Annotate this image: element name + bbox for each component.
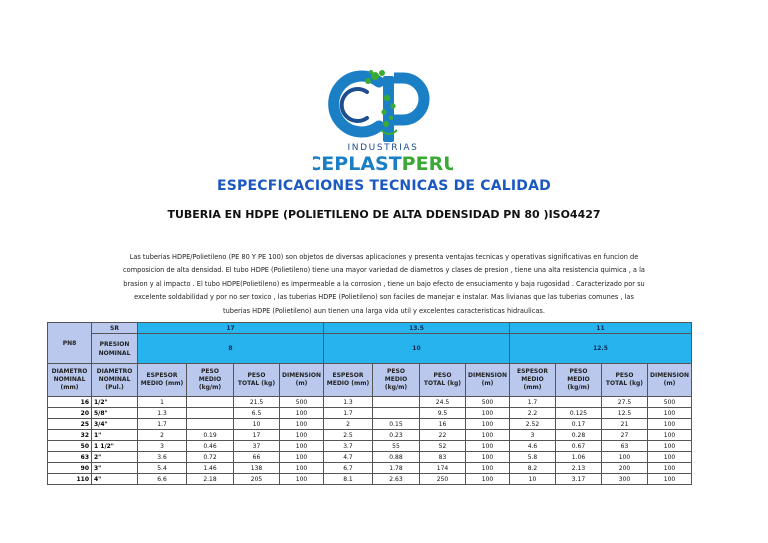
peso-total-header: PESO TOTAL (kg)	[419, 364, 465, 397]
dimension-cell: 500	[465, 397, 509, 408]
peso-total-cell: 66	[234, 452, 280, 463]
peso-total-cell: 24.5	[419, 397, 465, 408]
peso-total-cell: 17	[234, 430, 280, 441]
dimension-cell: 100	[280, 419, 324, 430]
peso-total-cell: 16	[419, 419, 465, 430]
peso-medio-cell: 2.63	[372, 474, 419, 485]
espesor-cell: 2.5	[323, 430, 372, 441]
peso-total-header: PESO TOTAL (kg)	[601, 364, 647, 397]
diametro-pul-cell: 2"	[92, 452, 138, 463]
specifications-table	[47, 322, 692, 485]
presion-value: 12.5	[509, 334, 691, 364]
diametro-mm-cell: 32	[48, 430, 92, 441]
peso-total-cell: 83	[419, 452, 465, 463]
espesor-cell: 1.7	[138, 419, 187, 430]
presion-value: 8	[138, 334, 324, 364]
company-logo	[313, 68, 453, 176]
peso-total-cell: 10	[234, 419, 280, 430]
peso-medio-cell	[187, 397, 234, 408]
peso-total-cell: 21.5	[234, 397, 280, 408]
peso-total-cell: 27	[601, 430, 647, 441]
espesor-cell: 5.8	[509, 452, 555, 463]
diametro-mm-cell: 63	[48, 452, 92, 463]
espesor-cell: 2.52	[509, 419, 555, 430]
dimension-cell: 100	[465, 419, 509, 430]
peso-total-cell: 250	[419, 474, 465, 485]
dimension-cell: 100	[280, 430, 324, 441]
description-line: brasion y al impacto . El tubo HDPE(Polietileno) es impermeable a la corrosion , tiene un bajo efecto de ensuciamento y baja rugosidad . Caracterizado por su	[123, 279, 645, 288]
dimension-cell: 100	[465, 430, 509, 441]
dimension-cell: 100	[280, 474, 324, 485]
description-line: excelente soldabilidad y por no ser toxico , las tuberias HDPE (Polietileno) son faciles de manejar e instalar. Mas livianas que las tuberias comunes , las	[134, 293, 634, 302]
dimension-cell: 100	[647, 441, 691, 452]
peso-medio-cell: 0.15	[372, 419, 419, 430]
table-row	[48, 441, 692, 452]
table-row	[48, 397, 692, 408]
dimension-cell: 100	[647, 408, 691, 419]
peso-medio-cell: 0.72	[187, 452, 234, 463]
peso-medio-cell: 0.67	[555, 441, 601, 452]
page-subtitle: TUBERIA EN HDPE (POLIETILENO DE ALTA DDENSIDAD PN 80 )ISO4427	[167, 208, 601, 221]
dimension-cell: 100	[280, 463, 324, 474]
peso-medio-cell: 0.125	[555, 408, 601, 419]
dimension-cell: 100	[465, 463, 509, 474]
diametro-pul-cell: 1/2"	[92, 397, 138, 408]
peso-total-cell: 200	[601, 463, 647, 474]
peso-medio-cell: 2.13	[555, 463, 601, 474]
sr-label: SR	[92, 323, 138, 334]
presion-value: 10	[323, 334, 509, 364]
peso-medio-cell: 3.17	[555, 474, 601, 485]
diametro-pul-cell: 1 1/2"	[92, 441, 138, 452]
peso-medio-cell: 0.28	[555, 430, 601, 441]
description-line: tuberias HDPE (Polietileno) aun tienen una larga vida util y excelentes caracteristicas hidraulicas.	[223, 306, 545, 315]
espesor-cell: 3.6	[138, 452, 187, 463]
dimension-header: DIMENSION (m)	[465, 364, 509, 397]
logo-brand-text	[313, 153, 453, 175]
peso-total-cell: 205	[234, 474, 280, 485]
peso-medio-cell	[555, 397, 601, 408]
table-body	[48, 397, 692, 485]
diametro-pul-cell: 1"	[92, 430, 138, 441]
description-paragraph	[52, 251, 716, 318]
espesor-cell: 1	[138, 397, 187, 408]
dimension-cell: 100	[647, 474, 691, 485]
table-row	[48, 419, 692, 430]
espesor-header: ESPESOR MEDIO (mm)	[509, 364, 555, 397]
espesor-cell: 1.3	[323, 397, 372, 408]
peso-medio-cell: 1.06	[555, 452, 601, 463]
diametro-mm-header: DIAMETRO NOMINAL (mm)	[48, 364, 92, 397]
peso-total-cell: 138	[234, 463, 280, 474]
sr-value: 13.5	[323, 323, 509, 334]
diametro-pul-header: DIAMETRO NOMINAL (Pul.)	[92, 364, 138, 397]
peso-total-cell: 100	[601, 452, 647, 463]
peso-total-cell: 21	[601, 419, 647, 430]
presion-label: PRESION NOMINAL	[92, 334, 138, 364]
peso-medio-cell: 1.78	[372, 463, 419, 474]
peso-medio-cell	[372, 397, 419, 408]
peso-medio-cell: 55	[372, 441, 419, 452]
espesor-cell: 3.7	[323, 441, 372, 452]
espesor-cell: 8.1	[323, 474, 372, 485]
espesor-cell: 5.4	[138, 463, 187, 474]
espesor-cell: 6.7	[323, 463, 372, 474]
dimension-cell: 100	[280, 408, 324, 419]
espesor-cell: 2.2	[509, 408, 555, 419]
dimension-cell: 100	[647, 430, 691, 441]
peso-medio-header: PESO MEDIO (kg/m)	[187, 364, 234, 397]
pn-header: PN8	[48, 323, 92, 364]
espesor-cell: 10	[509, 474, 555, 485]
description-line: composicion de alta densidad. El tubo HDPE (Polietileno) tiene una mayor variedad de diametros y clases de presion , tiene una alta resistencia quimica , a la	[123, 266, 645, 275]
diametro-pul-cell: 5/8"	[92, 408, 138, 419]
peso-total-cell: 300	[601, 474, 647, 485]
peso-total-cell: 174	[419, 463, 465, 474]
dimension-cell: 100	[647, 463, 691, 474]
table-row	[48, 408, 692, 419]
peso-total-cell: 6.5	[234, 408, 280, 419]
table-row	[48, 463, 692, 474]
page-title: ESPECFICACIONES TECNICAS DE CALIDAD	[216, 178, 551, 194]
peso-total-cell: 27.5	[601, 397, 647, 408]
dimension-cell: 100	[465, 474, 509, 485]
dimension-cell: 500	[647, 397, 691, 408]
espesor-cell: 8.2	[509, 463, 555, 474]
espesor-cell: 1.7	[509, 397, 555, 408]
peso-medio-cell: 0.88	[372, 452, 419, 463]
sr-value: 11	[509, 323, 691, 334]
dimension-cell: 500	[280, 397, 324, 408]
dimension-header: DIMENSION (m)	[647, 364, 691, 397]
espesor-cell: 1.3	[138, 408, 187, 419]
peso-medio-cell	[187, 408, 234, 419]
espesor-cell: 4.7	[323, 452, 372, 463]
sr-value: 17	[138, 323, 324, 334]
peso-medio-cell	[187, 419, 234, 430]
table-row	[48, 430, 692, 441]
dimension-cell: 100	[647, 419, 691, 430]
peso-total-cell: 63	[601, 441, 647, 452]
dimension-cell: 100	[465, 408, 509, 419]
espesor-cell: 1.7	[323, 408, 372, 419]
espesor-cell: 3	[509, 430, 555, 441]
peso-total-header: PESO TOTAL (kg)	[234, 364, 280, 397]
peso-medio-cell: 0.46	[187, 441, 234, 452]
diametro-mm-cell: 50	[48, 441, 92, 452]
dimension-cell: 100	[280, 452, 324, 463]
peso-medio-header: PESO MEDIO (kg/m)	[372, 364, 419, 397]
diametro-pul-cell: 3/4"	[92, 419, 138, 430]
logo-brand-part1: CEPLAST	[313, 153, 402, 175]
espesor-cell: 2	[323, 419, 372, 430]
peso-total-cell: 37	[234, 441, 280, 452]
logo-top-text: INDUSTRIAS	[347, 143, 419, 153]
diametro-mm-cell: 25	[48, 419, 92, 430]
diametro-mm-cell: 16	[48, 397, 92, 408]
table-row	[48, 452, 692, 463]
diametro-pul-cell: 4"	[92, 474, 138, 485]
peso-total-cell: 12.5	[601, 408, 647, 419]
peso-medio-cell	[372, 408, 419, 419]
description-line: Las tuberias HDPE/Polietileno (PE 80 Y PE 100) son objetos de diversas aplicaciones y presenta ventajas tecnicas y operativas significativas en funcion de	[129, 253, 639, 261]
logo-brand-part2: PERU	[401, 153, 453, 175]
espesor-cell: 2	[138, 430, 187, 441]
dimension-cell: 100	[465, 441, 509, 452]
table-row	[48, 474, 692, 485]
dimension-cell: 100	[280, 441, 324, 452]
espesor-cell: 6.6	[138, 474, 187, 485]
diametro-mm-cell: 20	[48, 408, 92, 419]
diametro-pul-cell: 3"	[92, 463, 138, 474]
peso-medio-cell: 2.18	[187, 474, 234, 485]
peso-total-cell: 9.5	[419, 408, 465, 419]
peso-medio-cell: 0.19	[187, 430, 234, 441]
diametro-mm-cell: 110	[48, 474, 92, 485]
peso-medio-cell: 0.17	[555, 419, 601, 430]
dimension-cell: 100	[465, 452, 509, 463]
peso-medio-cell: 1.46	[187, 463, 234, 474]
dimension-cell: 100	[647, 452, 691, 463]
peso-total-cell: 22	[419, 430, 465, 441]
espesor-cell: 4.6	[509, 441, 555, 452]
espesor-cell: 3	[138, 441, 187, 452]
diametro-mm-cell: 90	[48, 463, 92, 474]
espesor-header: ESPESOR MEDIO (mm)	[138, 364, 187, 397]
peso-medio-cell: 0.23	[372, 430, 419, 441]
espesor-header: ESPESOR MEDIO (mm)	[323, 364, 372, 397]
dimension-header: DIMENSION (m)	[280, 364, 324, 397]
peso-medio-header: PESO MEDIO (kg/m)	[555, 364, 601, 397]
peso-total-cell: 52	[419, 441, 465, 452]
